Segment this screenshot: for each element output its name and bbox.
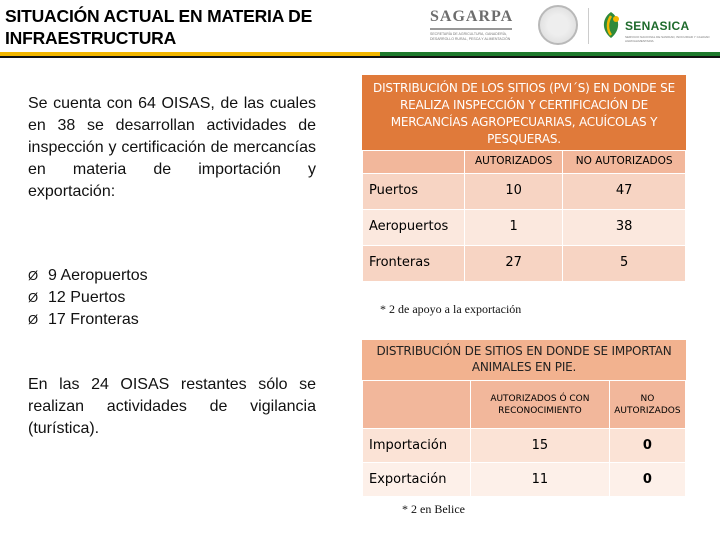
col-header-autorizados: AUTORIZADOS [465, 151, 563, 174]
cell-autorizados: 1 [465, 210, 563, 246]
bullet-text: 12 Puertos [48, 289, 126, 306]
cell-autorizados: 10 [465, 174, 563, 210]
row-label: Aeropuertos [363, 210, 465, 246]
bullet-text: 17 Fronteras [48, 311, 139, 328]
col-header-autorizados: AUTORIZADOS Ó CON RECONOCIMIENTO [471, 381, 610, 429]
arrow-bullet-icon: Ø [28, 268, 39, 283]
empty-header-cell [363, 151, 465, 174]
cell-no-autorizados: 47 [563, 174, 686, 210]
slide-header [0, 0, 720, 52]
bullet-text: 9 Aeropuertos [48, 267, 148, 284]
live-animals-table [362, 380, 686, 497]
logos-bar [420, 0, 720, 52]
sites-inspection-table [362, 150, 686, 282]
table2-footnote: * 2 en Belice [402, 502, 465, 516]
oisas-bullet-list [28, 265, 316, 331]
table1-footnote: * 2 de apoyo a la exportación [380, 302, 522, 316]
intro-paragraph: Se cuenta con 64 OISAS, de las cuales en 38 se desarrollan actividades de inspección y certificación de mercancías en materia de importación y exportación: [28, 95, 316, 200]
table1-title: DISTRIBUCIÓN DE LOS SITIOS (PVI´S) EN DONDE SE REALIZA INSPECCIÓN Y CERTIFICACIÓN DE MERCANCÍAS AGROPECUARIAS, ACUÍCOLAS Y PESQUERAS. [362, 75, 686, 150]
list-item [28, 309, 316, 331]
senasica-logo-subtitle: SERVICIO NACIONAL DE SANIDAD, INOCUIDAD Y CALIDAD AGROALIMENTARIA [625, 35, 710, 43]
table-row [363, 210, 686, 246]
row-label: Fronteras [363, 246, 465, 282]
table-row [363, 174, 686, 210]
table-header-row [363, 381, 686, 429]
table-header-row [363, 151, 686, 174]
sagarpa-logo-subtitle: SECRETARÍA DE AGRICULTURA, GANADERÍA, DESARROLLO RURAL, PESCA Y ALIMENTACIÓN [430, 32, 511, 41]
senasica-logo-text: SENASICA [625, 19, 690, 33]
row-label: Puertos [363, 174, 465, 210]
list-item [28, 287, 316, 309]
list-item [28, 265, 316, 287]
sagarpa-logo [430, 8, 526, 48]
empty-header-cell [363, 381, 471, 429]
col-header-no-autorizados: NO AUTORIZADOS [563, 151, 686, 174]
cell-autorizados: 11 [471, 463, 610, 497]
cell-no-autorizados: 0 [609, 463, 685, 497]
row-label: Importación [363, 429, 471, 463]
senasica-leaf-icon [598, 10, 624, 40]
arrow-bullet-icon: Ø [28, 312, 39, 327]
remaining-oisas-paragraph: En las 24 OISAS restantes sólo se realizan actividades de vigilancia (turística). [28, 376, 316, 437]
col-header-no-autorizados: NO AUTORIZADOS [609, 381, 685, 429]
sagarpa-logo-text: SAGARPA [430, 8, 514, 25]
senasica-logo [598, 6, 718, 48]
sagarpa-logo-rule [430, 28, 512, 30]
table-row [363, 463, 686, 497]
table-row [363, 429, 686, 463]
cell-no-autorizados: 5 [563, 246, 686, 282]
row-label: Exportación [363, 463, 471, 497]
slide-title: SITUACIÓN ACTUAL EN MATERIA DE INFRAESTRUCTURA [5, 6, 313, 48]
table-row [363, 246, 686, 282]
table2-title: DISTRIBUCIÓN DE SITIOS EN DONDE SE IMPORTAN ANIMALES EN PIE. [362, 340, 686, 380]
cell-no-autorizados: 38 [563, 210, 686, 246]
cell-no-autorizados: 0 [609, 429, 685, 463]
national-seal-icon [538, 5, 578, 45]
header-rule [0, 56, 720, 58]
arrow-bullet-icon: Ø [28, 290, 39, 305]
logo-separator [588, 8, 589, 44]
cell-autorizados: 15 [471, 429, 610, 463]
cell-autorizados: 27 [465, 246, 563, 282]
